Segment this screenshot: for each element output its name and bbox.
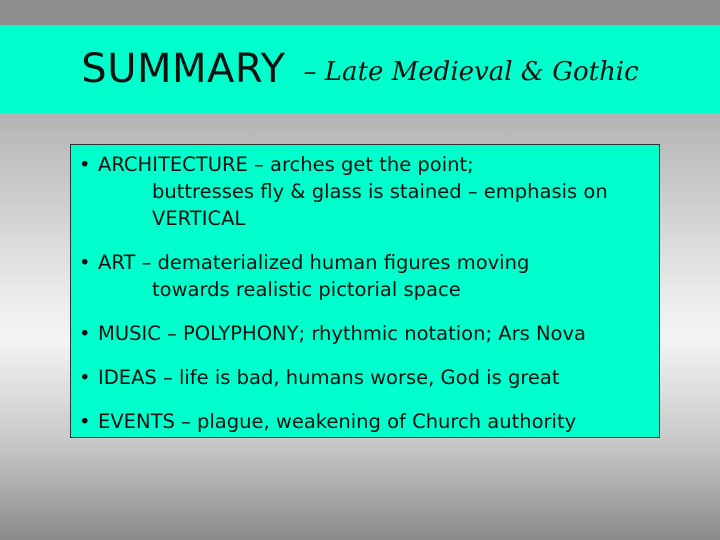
bullet-continuation: towards realistic pictorial space xyxy=(152,278,461,301)
slide-title: SUMMARY xyxy=(81,46,286,92)
bullet-music xyxy=(79,320,659,347)
bullet-art xyxy=(79,249,659,303)
bullet-architecture xyxy=(79,151,659,232)
bullet-events xyxy=(79,408,659,435)
bullet-text: ART – dematerialized human figures moving xyxy=(98,251,530,274)
bullet-text: EVENTS – plague, weakening of Church authority xyxy=(98,410,577,433)
bullet-text: MUSIC – POLYPHONY; rhythmic notation; Ars Nova xyxy=(98,322,586,345)
bullet-continuation: VERTICAL xyxy=(152,207,246,230)
summary-box xyxy=(70,144,660,438)
bullet-ideas xyxy=(79,364,659,391)
slide-subtitle: – Late Medieval & Gothic xyxy=(303,57,639,87)
title-bar xyxy=(0,25,720,113)
bullet-text: IDEAS – life is bad, humans worse, God is great xyxy=(98,366,560,389)
bullet-text: ARCHITECTURE – arches get the point; xyxy=(98,153,474,176)
bullet-continuation: buttresses fly & glass is stained – emphasis on xyxy=(152,180,608,203)
